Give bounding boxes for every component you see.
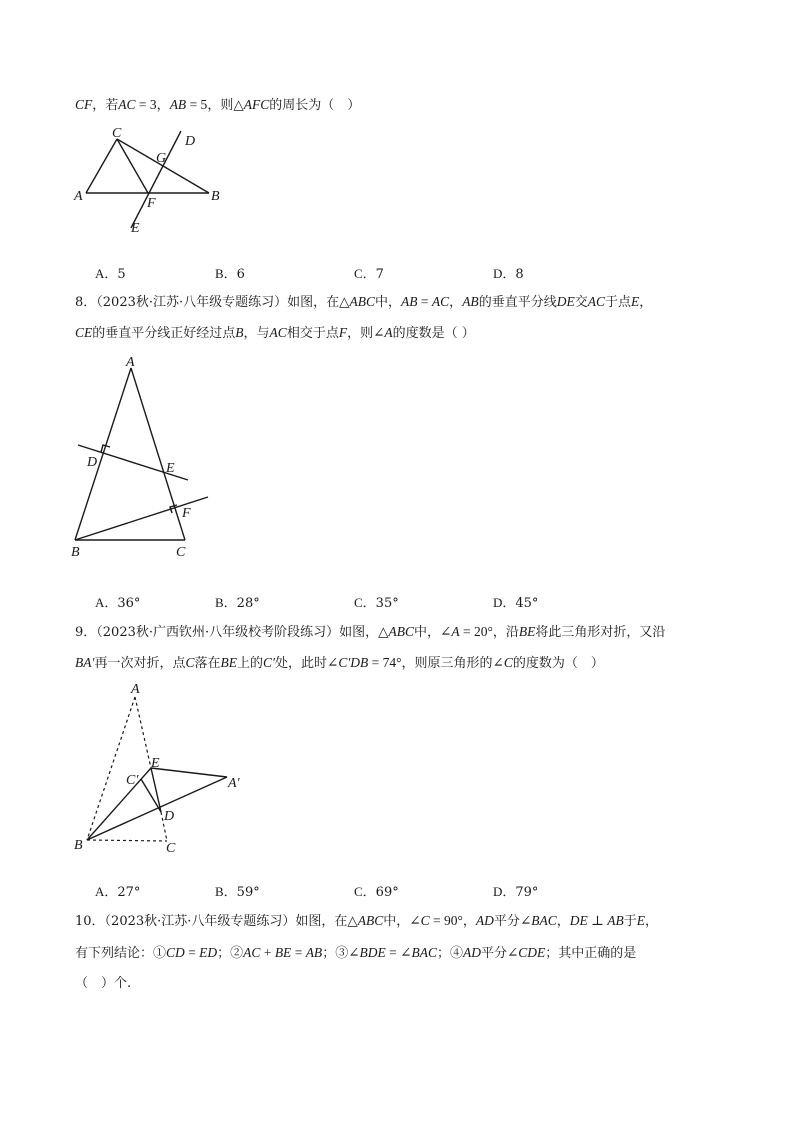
math-eq: = (184, 945, 200, 960)
option-label: C． (354, 266, 376, 281)
math-C: C (420, 913, 430, 928)
label-B: B (71, 545, 80, 560)
perpendicular-symbol: ⊥ (587, 913, 608, 928)
label-C: C (166, 841, 176, 856)
math-CE: CE (75, 325, 93, 340)
text: ， (462, 914, 476, 929)
math-ED: ED (199, 945, 218, 960)
q10-stem-line-3 (75, 975, 131, 993)
angle-symbol: ∠ (440, 624, 452, 639)
option-label: B． (215, 884, 237, 899)
angle-symbol: ∠ (373, 325, 385, 340)
math-eq: = 20° (459, 624, 493, 639)
math-AB: AB (462, 294, 479, 309)
option-value: 69° (375, 885, 399, 900)
label-A-prime: A′ (228, 776, 240, 791)
option-label: D． (493, 884, 516, 899)
math-AB: AB (305, 945, 323, 960)
math-DE: DE (569, 913, 588, 928)
text: ，与 (243, 326, 270, 341)
text: ， (644, 914, 658, 929)
label-C: C (176, 545, 186, 560)
text: 平分 (493, 914, 520, 929)
option-value: 5 (117, 267, 126, 282)
text: 中， (383, 914, 410, 929)
math-AC: AC (587, 294, 605, 309)
option-value: 36° (117, 596, 141, 611)
text: 于点 (604, 295, 631, 310)
option-value: 27° (117, 885, 141, 900)
math-eq: = 5 (186, 97, 208, 112)
math-B: B (235, 325, 244, 340)
label-F: F (182, 506, 191, 521)
text: 10．（2023秋·江苏·八年级专题练习）如图，在 (75, 914, 348, 929)
text: 的垂直平分线 (478, 295, 557, 310)
math-E: E (636, 913, 645, 928)
math-BAC: BAC (411, 945, 437, 960)
triangle-symbol: △ (347, 913, 358, 928)
math-CF: CF (75, 97, 93, 112)
text: 的度数是（ ） (392, 326, 475, 341)
math-C: C (185, 655, 195, 670)
math-BE: BE (220, 655, 237, 670)
math-AC: AC (243, 945, 261, 960)
math-A: A (451, 624, 460, 639)
text: ， (449, 295, 463, 310)
text: 中， (375, 295, 402, 310)
label-C-prime: C′ (126, 773, 139, 788)
math-CDB: C′DB (338, 655, 369, 670)
triangle-symbol: △ (339, 294, 350, 309)
option-value: 59° (236, 885, 260, 900)
text: 再一次对折，点 (94, 656, 186, 671)
text: ；④ (436, 946, 463, 961)
math-BE: BE (274, 945, 292, 960)
label-B: B (211, 189, 220, 204)
text: ，则 (347, 326, 374, 341)
option-label: B． (215, 595, 237, 610)
dashed-BC (87, 840, 167, 841)
text: 的垂直平分线正好经过点 (92, 326, 236, 341)
math-eq: = (291, 945, 306, 960)
text: 落在 (194, 656, 221, 671)
math-DE: DE (556, 294, 575, 309)
math-plus: + (260, 945, 275, 960)
text: ，则 (207, 98, 234, 113)
triangle-symbol: △ (233, 97, 244, 112)
option-label: D． (493, 266, 516, 281)
text: ；其中正确的是 (545, 946, 637, 961)
q10-stem-line-1 (75, 912, 658, 931)
text: ，沿 (492, 625, 519, 640)
angle-symbol: ∠ (409, 913, 421, 928)
option-value: 35° (375, 596, 399, 611)
math-AB: AB (169, 97, 187, 112)
text: ；③ (322, 946, 349, 961)
label-E: E (131, 221, 140, 236)
segment-EA-prime (151, 768, 227, 777)
math-CDE: CDE (518, 945, 546, 960)
triangle-symbol: △ (378, 624, 389, 639)
label-E: E (166, 461, 175, 476)
math-eq: = 90° (429, 913, 463, 928)
angle-symbol: ∠ (400, 945, 412, 960)
angle-symbol: ∠ (348, 945, 360, 960)
label-G: G (156, 151, 167, 166)
math-AB: AB (607, 913, 624, 928)
angle-symbol: ∠ (327, 655, 339, 670)
option-value: 6 (236, 267, 245, 282)
q9-option-c[interactable] (354, 881, 399, 900)
text: 处，此时 (274, 656, 327, 671)
label-F: F (147, 196, 156, 211)
text: 中， (414, 625, 441, 640)
math-eq: = (385, 945, 401, 960)
text: 有下列结论：① (75, 946, 167, 961)
math-AC: AC (118, 97, 136, 112)
option-value: 45° (515, 596, 539, 611)
text: ， (156, 98, 170, 113)
option-label: C． (354, 595, 376, 610)
math-ABC: ABC (349, 294, 376, 309)
label-B: B (74, 838, 83, 853)
option-label: C． (354, 884, 376, 899)
q9-options (95, 881, 695, 899)
text: 交 (574, 295, 588, 310)
math-A: A (384, 325, 393, 340)
option-label: A． (95, 266, 118, 281)
math-BDE: BDE (359, 945, 386, 960)
math-eq: = 3 (135, 97, 157, 112)
option-value: 28° (236, 596, 260, 611)
option-label: B． (215, 266, 237, 281)
math-C-prime: C′ (263, 655, 275, 670)
dashed-AE (135, 697, 151, 768)
math-BAC: BAC (531, 913, 557, 928)
label-D: D (164, 809, 175, 824)
math-AB: AB (401, 294, 418, 309)
segment-ED (151, 768, 161, 812)
text: 于 (623, 914, 637, 929)
q9-option-a[interactable] (95, 881, 140, 900)
angle-symbol: ∠ (492, 655, 504, 670)
math-eq: = (417, 294, 432, 309)
math-C: C (503, 655, 513, 670)
option-label: A． (95, 884, 118, 899)
text: 上的 (237, 656, 264, 671)
angle-symbol: ∠ (506, 945, 519, 960)
math-AFC: AFC (243, 97, 270, 112)
text: 9．（2023秋·广西钦州·八年级校考阶段练习）如图， (75, 625, 379, 640)
math-ABC: ABC (388, 624, 415, 639)
segment-BA-prime (87, 777, 227, 840)
label-A: A (126, 355, 135, 370)
label-E: E (151, 756, 160, 771)
math-BA-prime: BA′ (75, 655, 95, 670)
text: 的周长为（ ） (269, 98, 361, 113)
label-D: D (87, 455, 98, 470)
text: 的度数为（ ） (512, 656, 604, 671)
dashed-AB (87, 697, 135, 840)
text: 将此三角形对折，又沿 (535, 625, 666, 640)
option-value: 79° (515, 885, 539, 900)
segment-C-prime-D (141, 779, 161, 812)
text: ， (556, 914, 570, 929)
text: ；② (217, 946, 244, 961)
math-AD: AD (462, 945, 481, 960)
math-AD: AD (475, 913, 494, 928)
math-AC: AC (431, 294, 450, 309)
text: ， (639, 295, 653, 310)
option-label: D． (493, 595, 516, 610)
text: 8．（2023秋·江苏·八年级专题练习）如图，在 (75, 295, 340, 310)
text: 相交于点 (286, 326, 339, 341)
math-CD: CD (166, 945, 185, 960)
label-A: A (74, 189, 83, 204)
text: （ ）个. (75, 976, 132, 991)
option-value: 8 (515, 267, 524, 282)
math-AC: AC (269, 325, 287, 340)
label-A: A (131, 682, 140, 697)
label-D: D (185, 134, 196, 149)
q9-option-b[interactable] (215, 881, 260, 900)
option-value: 7 (375, 267, 384, 282)
option-label: A． (95, 595, 118, 610)
angle-symbol: ∠ (519, 913, 532, 928)
math-E: E (631, 294, 640, 309)
math-BE: BE (518, 624, 536, 639)
q9-option-d[interactable] (493, 881, 538, 900)
math-eq: = 74° (368, 655, 402, 670)
label-C: C (112, 126, 122, 141)
text: ，则原三角形的 (401, 656, 493, 671)
text: 平分 (480, 946, 507, 961)
q10-stem-line-2 (75, 944, 636, 963)
math-ABC: ABC (357, 913, 384, 928)
text: ，若 (92, 98, 119, 113)
math-F: F (338, 325, 348, 340)
